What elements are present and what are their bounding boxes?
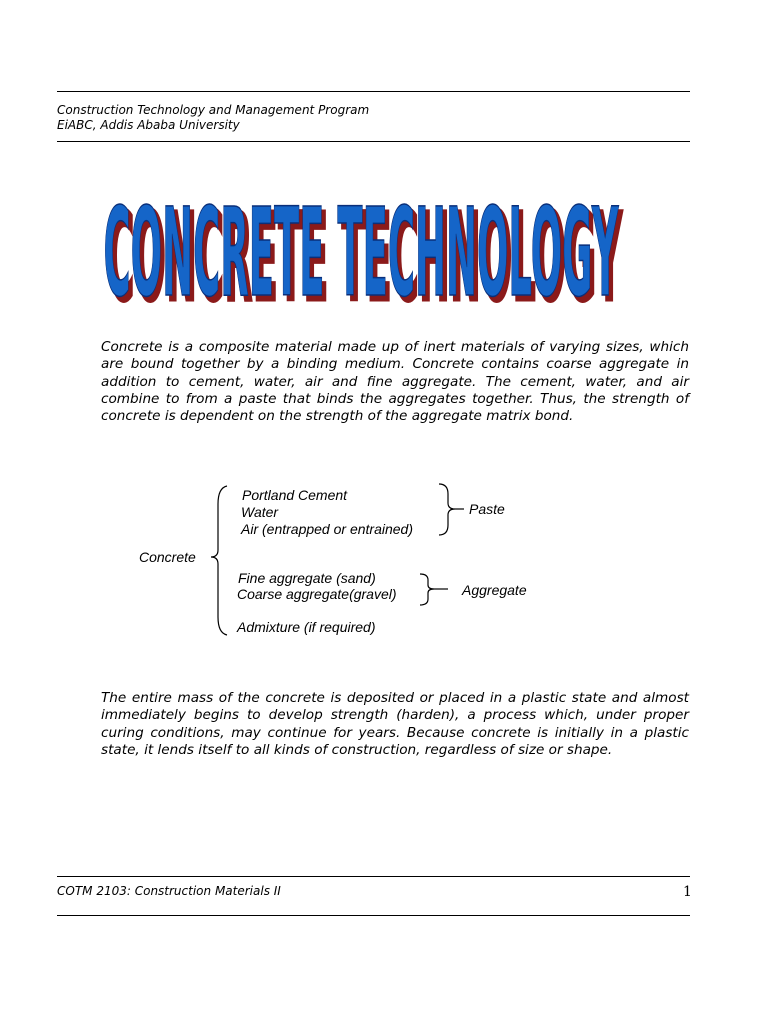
header-top-rule [57, 91, 690, 92]
paste-item-portland-cement: Portland Cement [242, 487, 348, 503]
header-institution: EiABC, Addis Ababa University [57, 118, 240, 132]
aggregate-item-fine: Fine aggregate (sand) [238, 570, 376, 586]
second-paragraph: The entire mass of the concrete is deposited or placed in a plastic state and almost immediately begins to develop strength (harden), a process which, under proper curing conditions, may continue for years. Because concrete is initially in a plastic state, it lends itself to all kinds of construction, regardless of size or shape. [101, 690, 689, 758]
main-brace [209, 484, 239, 639]
admixture-item: Admixture (if required) [237, 619, 376, 635]
title-main-text: CONCRETE TECHNOLOGY [103, 182, 619, 312]
document-title [100, 172, 625, 312]
footer-top-rule [57, 876, 690, 877]
aggregate-label: Aggregate [462, 582, 527, 598]
page-number: 1 [683, 884, 692, 900]
paste-label: Paste [469, 501, 505, 517]
intro-paragraph: Concrete is a composite material made up of inert materials of varying sizes, which are bound together by a binding medium. Concrete contains coarse aggregate in addition to cement, water, air and fine aggregate. The cement, water, and air combine to from a paste that binds the aggregates together. Thus, the strength of concrete is dependent on the strength of the aggregate matrix bond. [101, 339, 689, 425]
aggregate-brace [418, 572, 453, 612]
footer-course: COTM 2103: Construction Materials II [57, 884, 281, 898]
footer-bottom-rule [57, 915, 690, 916]
paste-item-air: Air (entrapped or entrained) [241, 521, 413, 537]
title-shadow-text: CONCRETE TECHNOLOGY [107, 187, 623, 312]
title-wordart [100, 172, 625, 312]
paste-brace [437, 482, 467, 542]
paste-item-water: Water [241, 504, 279, 520]
header-bottom-rule [57, 141, 690, 142]
aggregate-item-coarse: Coarse aggregate(gravel) [237, 586, 397, 602]
diagram-root-concrete: Concrete [139, 549, 196, 565]
header-program: Construction Technology and Management Program [57, 103, 370, 117]
